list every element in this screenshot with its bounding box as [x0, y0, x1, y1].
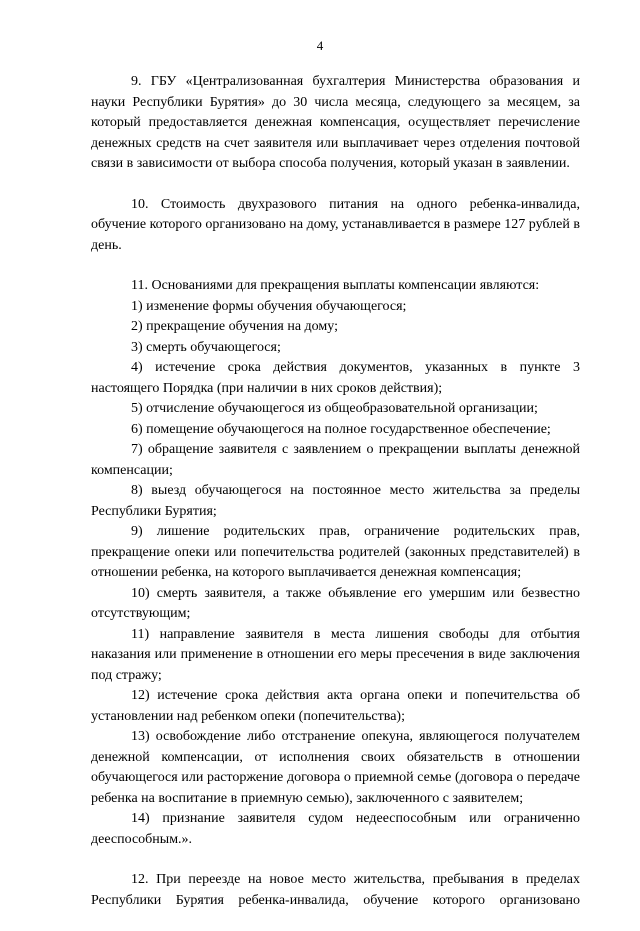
paragraph: 1) изменение формы обучения обучающегося;	[131, 298, 407, 314]
paragraph: 10) смерть заявителя, а также объявление его умершим или безвестно отсутствующим;	[91, 585, 580, 621]
paragraph: 12) истечение срока действия акта органа опеки и попечительства об установлении над ребенком опеки (попечительства);	[91, 688, 580, 724]
paragraph: 12. При переезде на новое место жительства, пребывания в пределах Республики Бурятия ребенка-инвалида, обучение которого организовано	[91, 872, 580, 908]
paragraph: 4) истечение срока действия документов, указанных в пункте 3 настоящего Порядка (при наличии в них сроков действия);	[91, 360, 580, 396]
paragraph: 11. Основаниями для прекращения выплаты компенсации являются:	[131, 278, 540, 293]
paragraph: 7) обращение заявителя с заявлением о прекращении выплаты денежной компенсации;	[91, 442, 580, 478]
document-body	[91, 72, 580, 931]
paragraph: 3) смерть обучающегося;	[131, 339, 281, 355]
page-number: 4	[316, 38, 324, 53]
paragraph: 6) помещение обучающегося на полное государственное обеспечение;	[131, 421, 551, 437]
document-section	[91, 276, 580, 850]
paragraph: 11) направление заявителя в места лишения свободы для отбытия наказания или применение в отношении его меры пресечения в виде заключения под стражу;	[91, 626, 580, 683]
paragraph: 9) лишение родительских прав, ограничение родительских прав, прекращение опеки или попечительства родителей (законных представителей) в отношении ребенка, на которого выплачивается денежная компенсация;	[91, 524, 580, 580]
paragraph: 13) освобождение либо отстранение опекуна, являющегося получателем денежной компенсации, от исполнения своих обязательств в отношении обучающегося или расторжение договора о приемной семье (договора о передаче ребенка на воспитание в приемную семью), заключенного с заявителем;	[91, 729, 580, 806]
document-section	[91, 72, 580, 175]
document-section	[91, 195, 580, 257]
paragraph: 9. ГБУ «Централизованная бухгалтерия Министерства образования и науки Республики Бурятия» до 30 числа месяца, следующего за месяцем, за который предоставляется денежная компенсация, осуществляет перечисление денежных средств на счет заявителя или выплачивает через отделения почтовой связи в зависимости от выбора способа получения, который указан в заявлении.	[91, 74, 580, 171]
paragraph: 5) отчисление обучающегося из общеобразовательной организации;	[131, 401, 538, 416]
paragraph: 14) признание заявителя судом недееспособным или ограниченно дееспособным.».	[91, 811, 580, 847]
paragraph: 10. Стоимость двухразового питания на одного ребенка-инвалида, обучение которого организовано на дому, устанавливается в размере 127 рублей в день.	[91, 196, 580, 253]
paragraph: 2) прекращение обучения на дому;	[131, 319, 338, 334]
paragraph: 8) выезд обучающегося на постоянное место жительства за пределы Республики Бурятия;	[91, 483, 580, 519]
